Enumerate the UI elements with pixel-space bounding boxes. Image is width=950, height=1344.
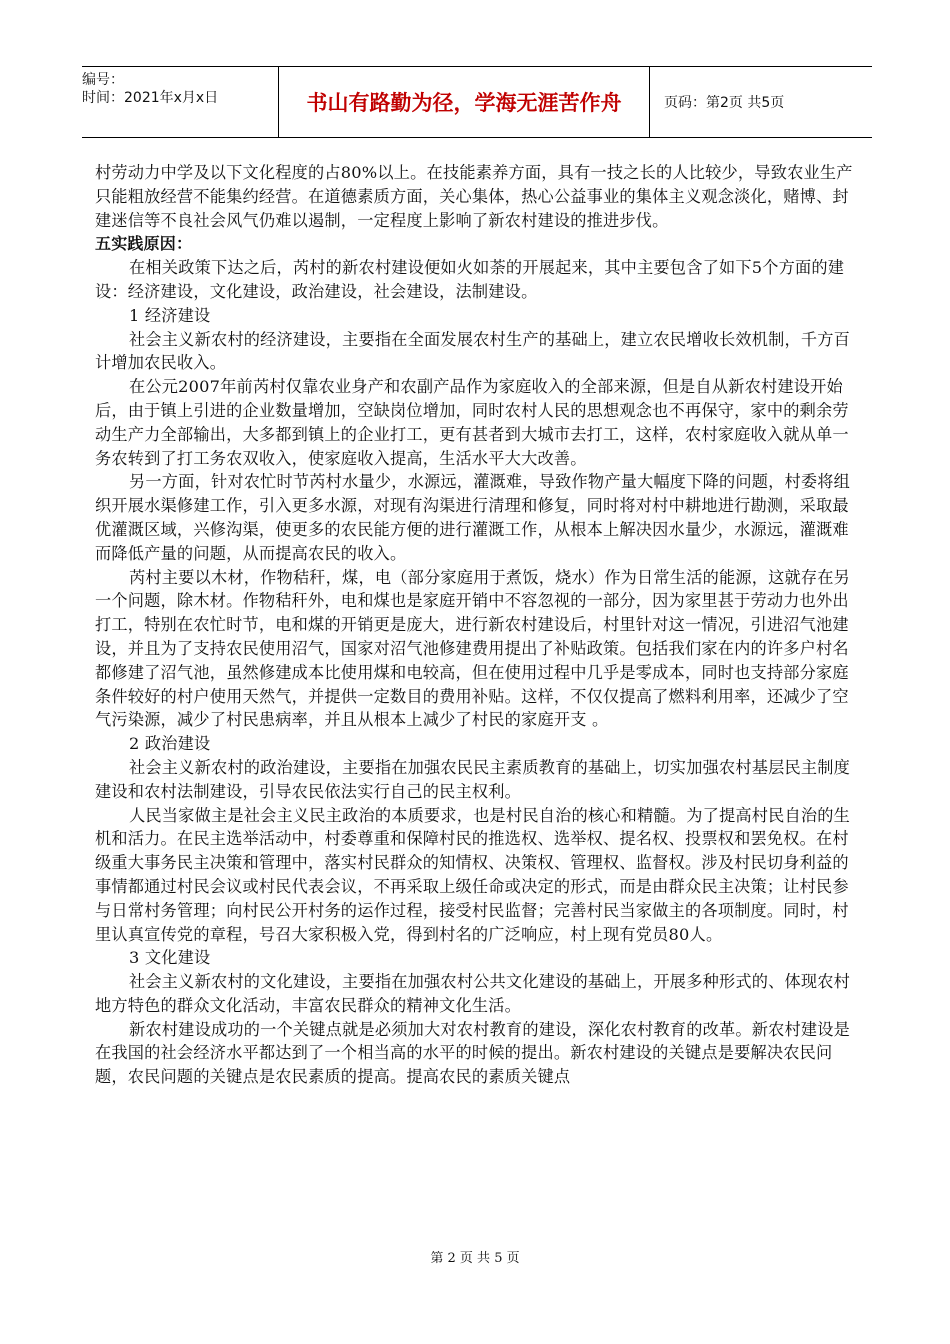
header-motto: 书山有路勤为径，学海无涯苦作舟 xyxy=(278,66,650,138)
paragraph: 社会主义新农村的政治建设，主要指在加强农民民主素质教育的基础上，切实加强农村基层民主制度建设和农村法制建设，引导农民依法实行自己的民主权利。 xyxy=(95,757,851,801)
paragraph: 村劳动力中学及以下文化程度的占80%以上。在技能素养方面，具有一技之长的人比较少，导致农业生产只能粗放经营不能集约经营。在道德素质方面，关心集体，热心公益事业的集体主义观念淡化，赌博、封建迷信等不良社会风气仍难以遏制，一定程度上影响了新农村建设的推进步伐。 xyxy=(95,163,853,230)
header-page-label: 页码：第2页 共5页 xyxy=(650,66,872,138)
paragraph: 芮村主要以木材，作物秸秆，煤，电（部分家庭用于煮饭，烧水）作为日常生活的能源，这就存在另一个问题，除木材。作物秸秆外，电和煤也是家庭开销中不容忽视的一部分，因为家里甚于劳动力也外出打工，特别在农忙时节，电和煤的开销更是庞大，进行新农村建设后，村里针对这一情况，引进沼气池建设，并且为了支持农民使用沼气，国家对沼气池修建费用提出了补贴政策。包括我们家在内的许多户村名都修建了沼气池，虽然修建成本比使用煤和电较高，但在使用过程中几乎是零成本，同时也支持部分家庭条件较好的村户使用天然气，并提供一定数目的费用补贴。这样，不仅仅提高了燃料利用率，还减少了空气污染源，减少了村民患病率，并且从根本上减少了村民的家庭开支 。 xyxy=(95,567,851,730)
paragraph: 另一方面，针对农忙时节芮村水量少，水源远，灌溉难，导致作物产量大幅度下降的问题，村委将组织开展水渠修建工作，引入更多水源，对现有沟渠进行清理和修复，同时将对村中耕地进行勘测，采取最优灌溉区域，兴修沟渠，使更多的农民能方便的进行灌溉工作，从根本上解决因水量少，水源远，灌溉难而降低产量的问题，从而提高农民的收入。 xyxy=(95,472,851,563)
subsection-heading: 2 政治建设 xyxy=(129,734,211,754)
document-number-label: 编号： xyxy=(82,72,124,88)
paragraph: 在公元2007年前芮村仅靠农业身产和农副产品作为家庭收入的全部来源，但是自从新农村建设开始后，由于镇上引进的企业数量增加，空缺岗位增加，同时农村人民的思想观念也不再保守，家中的剩余劳动生产力全部输出，大多都到镇上的企业打工，更有甚者到大城市去打工，这样，农村家庭收入就从单一务农转到了打工务农双收入，使家庭收入提高，生活水平大大改善。 xyxy=(95,377,849,468)
paragraph: 人民当家做主是社会主义民主政治的本质要求，也是村民自治的核心和精髓。为了提高村民自治的生机和活力。在民主选举活动中，村委尊重和保障村民的推选权、选举权、提名权、投票权和罢免权。在村级重大事务民主决策和管理中，落实村民群众的知情权、决策权、管理权、监督权。涉及村民切身利益的事情都通过村民会议或村民代表会议，不再采取上级任命或决定的形式，而是由群众民主决策；让村民参与日常村务管理；向村民公开村务的运作过程，接受村民监督；完善村民当家做主的各项制度。同时，村里认真宣传党的章程，号召大家积极入党，得到村名的广泛响应，村上现有党员80人。 xyxy=(95,805,851,944)
paragraph: 社会主义新农村的文化建设，主要指在加强农村公共文化建设的基础上，开展多种形式的、体现农村地方特色的群众文化活动，丰富农民群众的精神文化生活。 xyxy=(95,972,851,1015)
paragraph: 在相关政策下达之后，芮村的新农村建设便如火如荼的开展起来，其中主要包含了如下5个方面的建设：经济建设，文化建设，政治建设，社会建设，法制建设。 xyxy=(95,258,845,301)
section-heading: 五实践原因： xyxy=(95,234,193,254)
header-meta xyxy=(82,66,278,138)
document-time-label: 时间：2021年x月x日 xyxy=(82,90,219,106)
subsection-heading: 3 文化建设 xyxy=(129,948,211,968)
subsection-heading: 1 经济建设 xyxy=(129,305,211,325)
page-header xyxy=(82,66,872,138)
paragraph: 社会主义新农村的经济建设，主要指在全面发展农村生产的基础上，建立农民增收长效机制，千方百计增加农民收入。 xyxy=(95,329,851,373)
document-body xyxy=(95,161,865,1089)
paragraph: 新农村建设成功的一个关键点就是必须加大对农村教育的建设，深化农村教育的改革。新农村建设是在我国的社会经济水平都达到了一个相当高的水平的时候的提出。新农村建设的关键点是要解决农民问题，农民问题的关键点是农民素质的提高。提高农民的素质关键点 xyxy=(95,1019,851,1087)
page-footer: 第 2 页 共 5 页 xyxy=(430,1251,520,1266)
